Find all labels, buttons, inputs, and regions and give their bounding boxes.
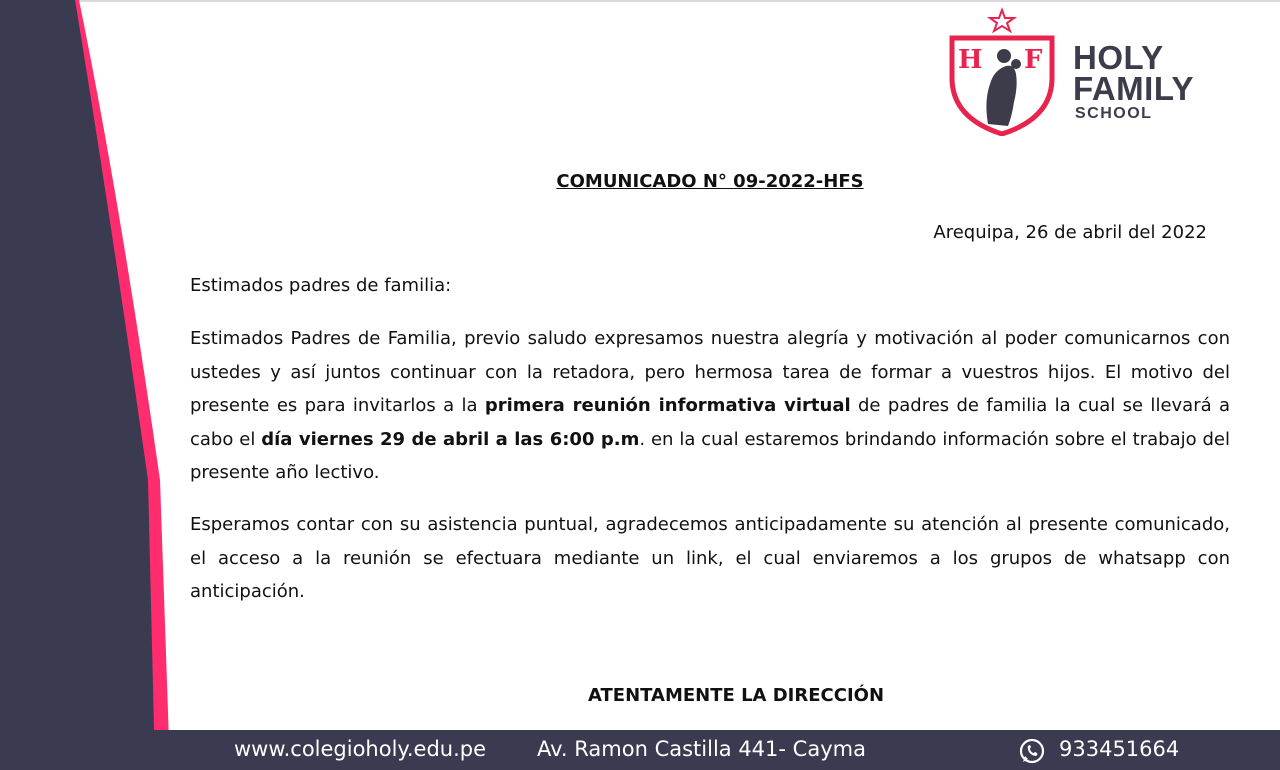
paragraph-bold-meeting: primera reunión informativa virtual [484, 395, 851, 417]
school-name [1073, 39, 1194, 124]
top-border [0, 0, 1280, 2]
footer-phone[interactable]: 933451664 [1059, 737, 1180, 761]
svg-text:F: F [1024, 45, 1043, 75]
salutation: Estimados padres de familia: [190, 275, 452, 296]
logo-line-school: SCHOOL [1075, 105, 1153, 122]
footer-bar [153, 730, 1280, 770]
whatsapp-icon [1019, 738, 1045, 764]
footer-address: Av. Ramon Castilla 441- Cayma [537, 737, 866, 761]
signature: ATENTAMENTE LA DIRECCIÓN [587, 685, 885, 706]
paragraph-attendance: Esperamos contar con su asistencia puntual, agradecemos anticipadamente su atención al presente comunicado, el acceso a la reunión se efectuara mediante un link, el cual enviaremos a los grupos de whatsapp con anticipación. [190, 514, 1230, 603]
crest-icon [944, 6, 1069, 136]
document-date: Arequipa, 26 de abril del 2022 [933, 222, 1207, 243]
paragraph-text: Estimados Padres de Familia, previo saludo expresamos nuestra alegría y motivación al poder comunicarnos con ustedes y así juntos continuar con la retadora, pero hermosa tarea de formar a vuestros hijos. El motivo del presente es para invitarlos a la [190, 328, 1230, 417]
paragraph-text: . en la cual estaremos brindando información sobre el trabajo del presente año lectivo. [190, 428, 1231, 484]
logo-line-family: FAMILY [1073, 70, 1194, 107]
paragraph-text: de padres de familia la cual se llevará a cabo el [190, 395, 1230, 450]
logo-line-holy: HOLY [1073, 39, 1164, 76]
footer-website[interactable]: www.colegioholy.edu.pe [234, 737, 487, 761]
paragraph-bold-date: día viernes 29 de abril a las 6:00 p.m [261, 428, 640, 450]
side-decoration [0, 0, 190, 770]
paragraph-invitation [190, 322, 1230, 490]
svg-text:H: H [958, 45, 983, 75]
document-title: COMUNICADO N° 09-2022-HFS [556, 171, 864, 192]
